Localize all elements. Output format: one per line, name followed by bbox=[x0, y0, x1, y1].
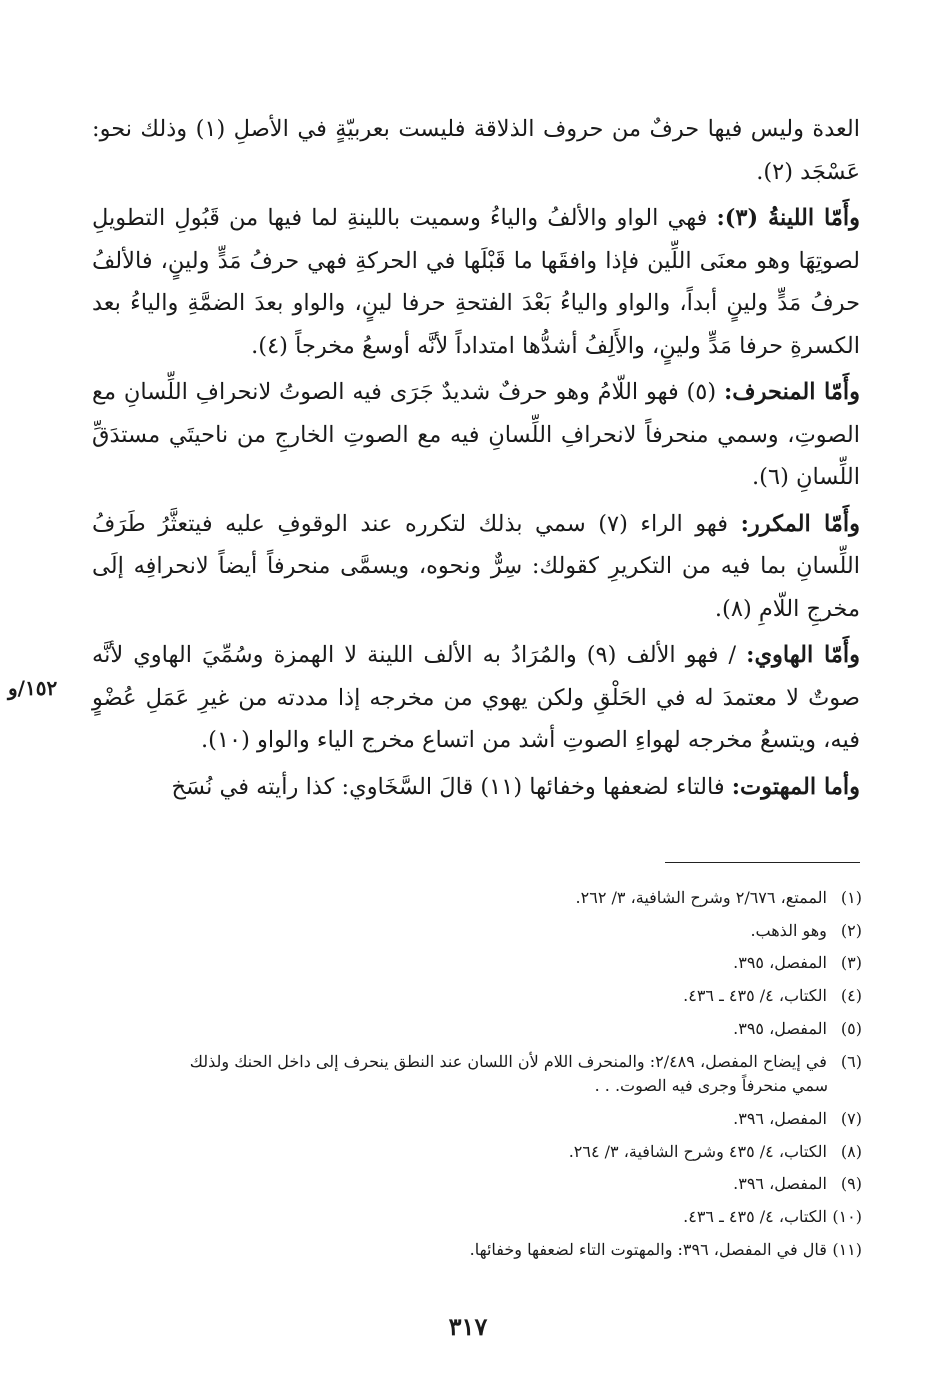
footnote-text: المفصل، ٣٩٦. bbox=[733, 1108, 827, 1128]
paragraph-5 bbox=[92, 634, 860, 762]
footnote-5 bbox=[92, 1013, 862, 1046]
footnote-number: (١٠) bbox=[832, 1207, 862, 1227]
footnote-text: المفصل، ٣٩٥. bbox=[733, 1018, 827, 1038]
footnote-number: (٨) bbox=[840, 1141, 862, 1161]
footnote-number: (٧) bbox=[840, 1108, 862, 1128]
footnote-text: المفصل، ٣٩٦. bbox=[733, 1174, 827, 1194]
footnote-10 bbox=[92, 1201, 862, 1234]
footnote-number: (٦) bbox=[840, 1051, 862, 1071]
paragraph-lead: وأَمّا المنحرف: bbox=[724, 379, 860, 405]
footnote-text: الكتاب، ٤/ ٤٣٥ ـ ٤٣٦. bbox=[683, 986, 827, 1006]
footnote-number: (٥) bbox=[840, 1018, 862, 1038]
footnote-text: قال في المفصل، ٣٩٦: والمهتوت التاء لضعفها وخفائها. bbox=[469, 1239, 827, 1259]
paragraph-text: (٥) فهو اللّامُ وهو حرفٌ شديدٌ جَرَى فيه الصوتُ لانحرافِ اللِّسانِ مع الصوتِ، وسمي منحرفاً لانحرافِ اللِّسانِ فيه مع الصوتِ الخارجِ من ناحيتَي مستدَقِّ اللِّسانِ (٦). bbox=[92, 379, 860, 490]
footnote-number: (١) bbox=[840, 888, 862, 907]
paragraph-lead: وأَمّا اللينةُ (٣): bbox=[716, 205, 860, 231]
paragraph-text: فالتاء لضعفها وخفائها (١١) قالَ السَّخَاوي: كذا رأيته في نُسَخ bbox=[171, 773, 725, 800]
footnote-text: الكتاب، ٤/ ٤٣٥ ـ ٤٣٦. bbox=[683, 1207, 827, 1227]
footnotes bbox=[92, 882, 862, 1266]
paragraph-6 bbox=[92, 766, 860, 809]
footnote-9 bbox=[92, 1168, 862, 1201]
paragraph-1 bbox=[92, 108, 860, 193]
footnote-11 bbox=[92, 1234, 862, 1267]
paragraph-text: فهي الواو والألفُ والياءُ وسميت باللينةِ لما فيها من قَبُولِ التطويلِ لصوتِهَا وهو معنَى اللِّين فإذا وافقَها ما قَبْلَها في الحركةِ فهي حرفُ مَدٍّ ولينٍ، فالألفُ حرفُ مَدٍّ ولينٍ أبداً، والواو والياءُ بَعْدَ الفتحةِ حرفا لينٍ، والواو بعدَ الضمَّةِ والياءُ بعد الكسرةِ حرفا مَدٍّ ولينٍ، والأَلِفُ أشدُّها امتداداً لأنَّه أوسعُ مخرجاً (٤). bbox=[92, 205, 860, 359]
footnote-1 bbox=[92, 882, 862, 915]
footnote-6-continuation: سمي منحرفاً وجرى فيه الصوت. . . bbox=[594, 1076, 828, 1096]
footnote-text: الكتاب، ٤/ ٤٣٥ وشرح الشافية، ٣/ ٢٦٤. bbox=[568, 1141, 827, 1161]
footnote-number: (٤) bbox=[840, 986, 862, 1006]
footnote-3 bbox=[92, 947, 862, 980]
footnote-number: (٣) bbox=[840, 953, 862, 973]
paragraph-3 bbox=[92, 371, 860, 499]
paragraph-4 bbox=[92, 503, 860, 631]
page-number: ٣١٧ bbox=[448, 1312, 488, 1341]
paragraph-2 bbox=[92, 197, 860, 367]
paragraph-lead: وأما المهتوت: bbox=[731, 773, 860, 800]
footnote-2 bbox=[92, 915, 862, 948]
paragraph-lead: وأَمّا الهاوي: bbox=[746, 642, 861, 668]
footnote-4 bbox=[92, 980, 862, 1013]
footnote-8 bbox=[92, 1136, 862, 1169]
footnote-divider bbox=[665, 862, 860, 863]
footnote-7 bbox=[92, 1103, 862, 1136]
footnote-number: (٩) bbox=[840, 1174, 862, 1194]
paragraph-text: العدة وليس فيها حرفٌ من حروف الذلاقة فليست بعربيّةٍ في الأصلِ (١) وذلك نحو: عَسْجَد (٢). bbox=[92, 116, 860, 185]
footnote-text: الممتع، ٢/٦٧٦ وشرح الشافية، ٣/ ٢٦٢. bbox=[575, 888, 827, 907]
manuscript-folio-marker: ١٥٢/و bbox=[8, 676, 58, 700]
paragraph-text: فهو الراء (٧) سمي بذلك لتكرره عند الوقوفِ عليه فيتعثَّرُ طَرَفُ اللِّسانِ بما فيه من التكريرِ كقولك: سِرٌّ ونحوه، ويسمَّى منحرفاً أيضاً لانحرافِه إلَى مخرجِ اللّامِ (٨). bbox=[92, 510, 860, 622]
main-text bbox=[92, 108, 860, 812]
footnote-text: في إيضاح المفصل، ٢/٤٨٩: والمنحرف اللام لأن اللسان عند النطق ينحرف إلى داخل الحنك ولذلك bbox=[189, 1051, 827, 1071]
footnote-number: (١١) bbox=[832, 1239, 862, 1259]
paragraph-text: / فهو الألف (٩) والمُرَادُ به الألف اللينة لا الهمزة وسُمِّيَ الهاوي لأنَّه صوتٌ لا معتمدَ له في الحَلْقِ ولكن يهوي من مخرجه إذا مددته من غيرِ عَمَلِ عُضْوٍ فيه، ويتسعُ مخرجه لهواءِ الصوتِ أشد من اتساع مخرج الياء والواو (١٠). bbox=[92, 642, 860, 753]
paragraph-lead: وأَمّا المكرر: bbox=[740, 510, 860, 537]
footnote-text: وهو الذهب. bbox=[750, 920, 827, 940]
footnote-number: (٢) bbox=[840, 920, 862, 940]
footnote-text: المفصل، ٣٩٥. bbox=[733, 953, 827, 973]
